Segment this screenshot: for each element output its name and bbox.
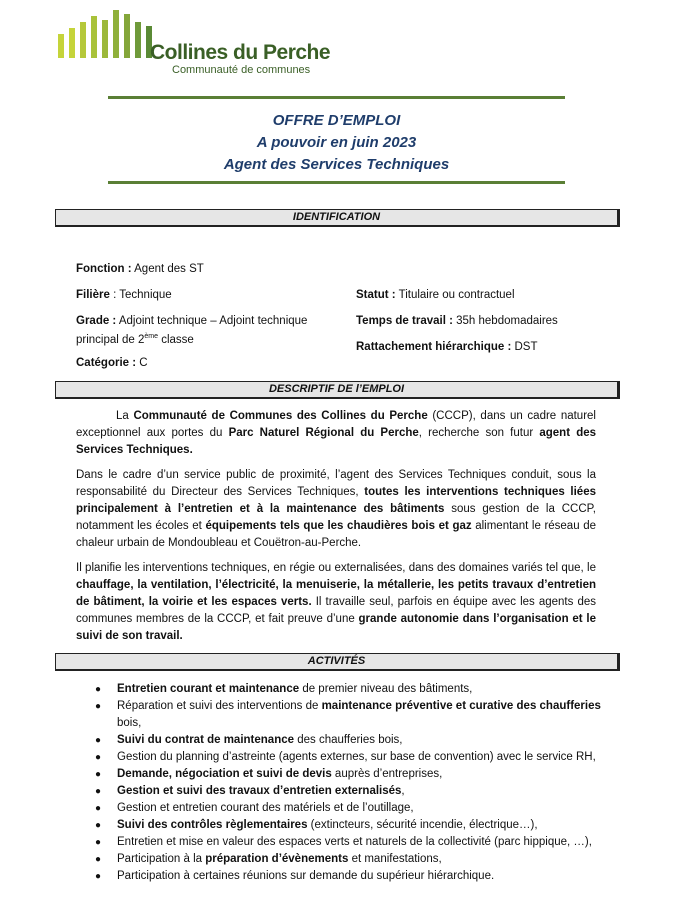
text-run: La: [116, 410, 134, 422]
offer-heading: [108, 110, 565, 176]
text-run: et manifestations,: [348, 853, 442, 865]
text-run: de premier niveau des bâtiments,: [299, 683, 473, 695]
section-activites: ACTIVITÉS: [55, 653, 620, 671]
bold-run: Suivi du contrat de maintenance: [117, 734, 295, 746]
text-run: Entretien et mise en valeur des espaces verts et naturels de la collectivité (parc hippique, …),: [117, 836, 592, 848]
text-run: des chaufferies bois,: [294, 734, 403, 746]
bold-run: équipements tels que les chaudières bois et gaz: [205, 520, 472, 532]
field-temps-travail: Temps de travail : 35h hebdomadaires: [356, 315, 558, 327]
logo-title: Collines du Perche: [150, 41, 331, 64]
field-grade: Grade : Adjoint technique – Adjoint technique principal de 2ème classe: [76, 315, 308, 346]
activity-item: [76, 698, 606, 732]
bullet-icon: ●: [95, 871, 102, 882]
text-run: Gestion du planning d’astreinte (agents externes, sur base de convention) avec le service RH,: [117, 751, 596, 763]
bold-run: préparation d’évènements: [205, 853, 349, 865]
bullet-icon: ●: [95, 837, 102, 848]
bullet-icon: ●: [95, 735, 102, 746]
bullet-icon: ●: [95, 854, 102, 865]
field-rattachement: Rattachement hiérarchique : DST: [356, 341, 538, 353]
activity-item: [76, 868, 606, 885]
offer-title: OFFRE D’EMPLOI: [272, 112, 401, 129]
text-run: (CCCP), dans un cadre naturel exceptionnel aux portes du: [76, 410, 596, 439]
activity-item: [76, 681, 606, 698]
bullet-icon: ●: [95, 803, 102, 814]
logo-bars-icon: [58, 8, 158, 60]
bullet-icon: ●: [95, 820, 102, 831]
bold-run: Suivi des contrôles règlementaires: [117, 819, 308, 831]
text-run: (extincteurs, sécurité incendie, électrique…),: [307, 819, 538, 831]
activity-item: [76, 766, 606, 783]
logo: [58, 8, 348, 74]
activity-item: [76, 749, 606, 766]
bold-run: Communauté de Communes des Collines du Perche: [133, 410, 428, 422]
text-run: Gestion et entretien courant des matériels et de l’outillage,: [117, 802, 414, 814]
activity-item: [76, 817, 606, 834]
text-run: bois,: [117, 717, 142, 729]
text-run: Dans le cadre d’un service public de proximité, l’agent des Services Techniques conduit, sous la responsabilité du Directeur des Services Techniques,: [76, 469, 596, 498]
descriptif-paragraph-3: [76, 560, 596, 645]
bold-run: grande autonomie dans l’organisation et le suivi de son travail.: [76, 613, 596, 642]
bullet-icon: ●: [95, 769, 102, 780]
bottom-divider: [108, 181, 565, 184]
field-categorie: Catégorie : C: [76, 357, 148, 369]
bullet-icon: ●: [95, 752, 102, 763]
bold-run: maintenance préventive et curative des chaufferies: [321, 700, 601, 712]
section-identification: IDENTIFICATION: [55, 209, 620, 227]
activities-list: [76, 681, 606, 885]
field-statut: Statut : Titulaire ou contractuel: [356, 289, 515, 301]
text-run: , recherche son futur: [418, 427, 540, 439]
text-run: sous gestion de la CCCP, notamment les écoles et: [76, 503, 597, 532]
text-run: ,: [401, 785, 405, 797]
activity-item: [76, 800, 606, 817]
activity-item: [76, 732, 606, 749]
bold-run: agent des Services Techniques.: [76, 427, 597, 456]
activity-item: [76, 834, 606, 851]
text-run: auprès d’entreprises,: [331, 768, 443, 780]
bullet-icon: ●: [95, 684, 102, 695]
bold-run: Demande, négociation et suivi de devis: [117, 768, 332, 780]
text-run: Réparation et suivi des interventions de: [117, 700, 322, 712]
bold-run: toutes les interventions techniques liées principalement à l’entretien et à la maintenance des bâtiments: [76, 486, 596, 515]
section-descriptif: DESCRIPTIF DE l’EMPLOI: [55, 381, 620, 399]
activity-item: [76, 851, 606, 868]
descriptif-paragraph-1: [76, 408, 596, 459]
bold-run: Gestion et suivi des travaux d’entretien externalisés: [117, 785, 402, 797]
bullet-icon: ●: [95, 786, 102, 797]
offer-position: Agent des Services Techniques: [223, 156, 450, 173]
descriptif-paragraph-2: [76, 467, 596, 552]
logo-subtitle: Communauté de communes: [172, 64, 311, 76]
text-run: Il travaille seul, parfois en équipe avec les agents des communes membres de la CCCP, et fait preuve d’une: [76, 596, 596, 625]
field-fonction: Fonction : Agent des ST: [76, 263, 204, 275]
offer-date: A pouvoir en juin 2023: [256, 134, 417, 151]
bold-run: chauffage, la ventilation, l’électricité, la menuiserie, la métallerie, les petits travaux d’entretien de bâtiment, la voirie et les espaces verts.: [76, 579, 596, 608]
text-run: Participation à certaines réunions sur demande du supérieur hiérarchique.: [117, 870, 495, 882]
bullet-icon: ●: [95, 701, 102, 712]
bold-run: Parc Naturel Régional du Perche: [228, 427, 419, 439]
activity-item: [76, 783, 606, 800]
text-run: alimentant le réseau de chaleur urbain de Mondoubleau et Couëtron-au-Perche.: [76, 520, 596, 549]
top-divider: [108, 96, 565, 99]
text-run: Participation à la: [117, 853, 206, 865]
field-filiere: Filière : Technique: [76, 289, 172, 301]
bold-run: Entretien courant et maintenance: [117, 683, 300, 695]
text-run: Il planifie les interventions techniques, en régie ou externalisées, dans des domaines variés tel que, le: [76, 562, 596, 574]
